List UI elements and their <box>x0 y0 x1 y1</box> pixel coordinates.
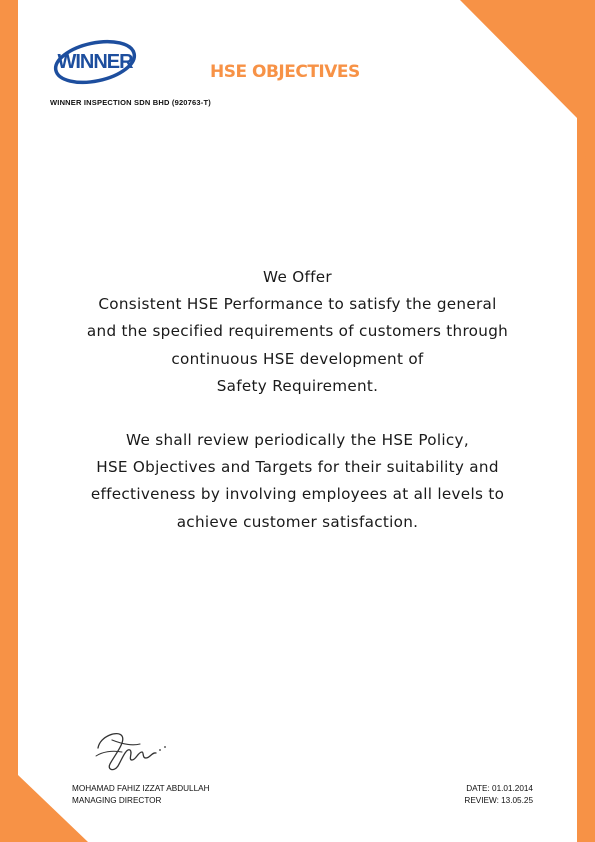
frame-left-band <box>0 0 18 842</box>
document-dates <box>464 783 533 807</box>
statement-line: effectiveness by involving employees at all levels to <box>90 485 505 504</box>
issue-date: DATE: 01.01.2014 <box>466 784 533 793</box>
statement-line: continuous HSE development of <box>171 349 424 368</box>
statement-line: We shall review periodically the HSE Policy, <box>126 431 469 450</box>
review-date: REVIEW: 13.05.25 <box>464 796 533 805</box>
signature-icon <box>92 726 172 776</box>
frame-top-right-corner <box>460 0 595 200</box>
logo-text: WINNER <box>57 51 133 73</box>
objectives-statement <box>40 264 555 536</box>
statement-line: Safety Requirement. <box>216 376 379 395</box>
signatory-name: MOHAMAD FAHIZ IZZAT ABDULLAH <box>72 784 210 793</box>
statement-line: HSE Objectives and Targets for their suitability and <box>96 458 499 477</box>
statement-line: We Offer <box>263 268 332 286</box>
statement-line: and the specified requirements of customers through <box>86 322 509 341</box>
statement-line: Consistent HSE Performance to satisfy the general <box>98 295 497 314</box>
paragraph-gap <box>40 400 555 427</box>
company-name: WINNER INSPECTION SDN BHD (920763-T) <box>50 98 211 107</box>
winner-logo-icon <box>50 34 140 90</box>
signatory-block <box>72 783 210 807</box>
page-title: HSE OBJECTIVES <box>210 62 360 82</box>
signatory-title: MANAGING DIRECTOR <box>72 796 162 805</box>
statement-line: achieve customer satisfaction. <box>176 512 419 531</box>
